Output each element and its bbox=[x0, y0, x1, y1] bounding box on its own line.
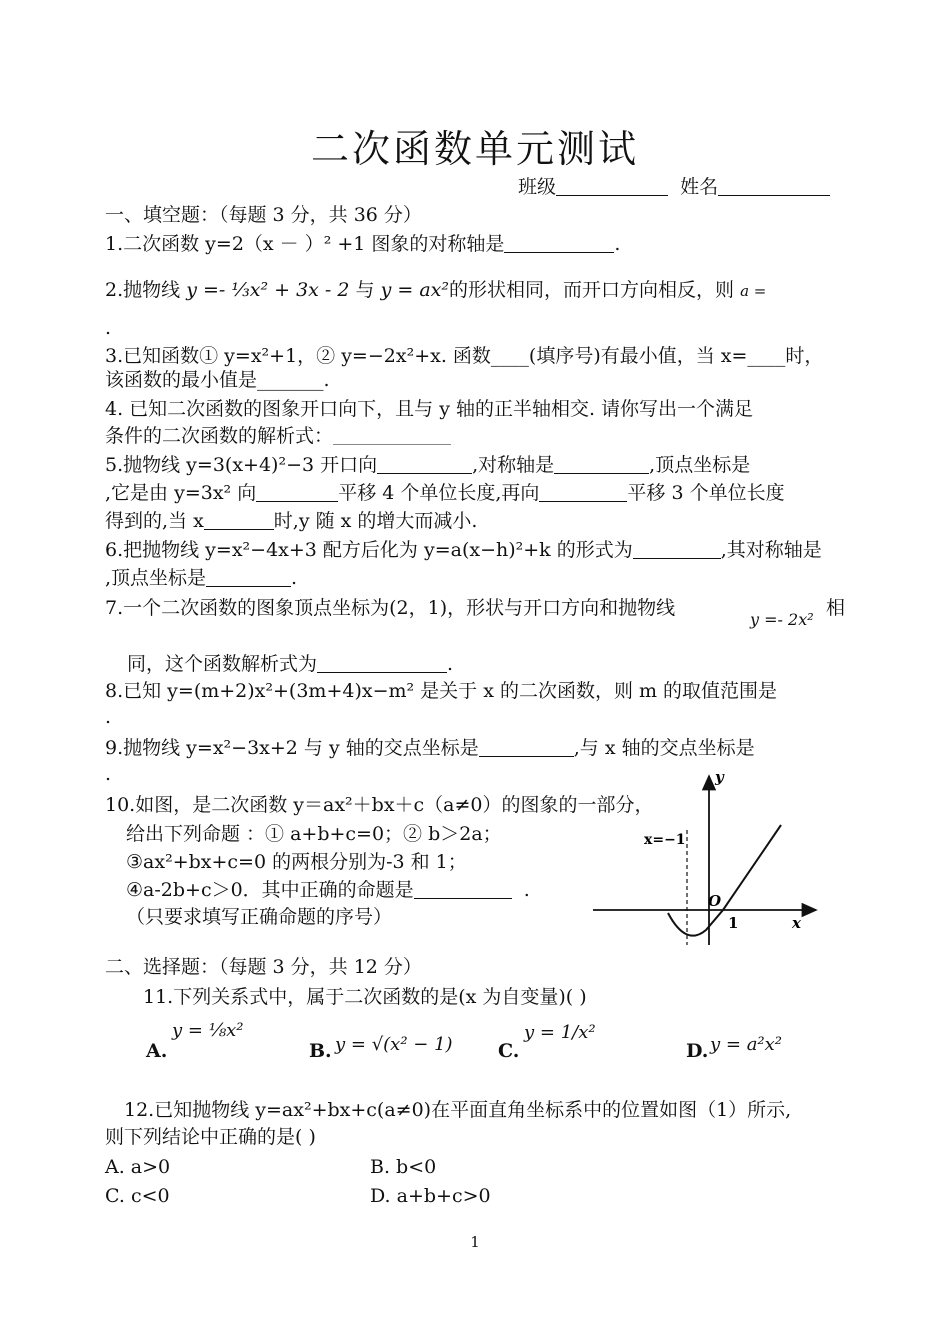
page-title: 二次函数单元测试 bbox=[310, 127, 639, 171]
q4-line2-text: 条件的二次函数的解析式： bbox=[105, 425, 334, 447]
q6-blank-vertex[interactable] bbox=[206, 568, 291, 587]
q7-blank[interactable] bbox=[317, 654, 447, 673]
q10-blank[interactable] bbox=[414, 880, 512, 899]
q11-option-a-letter: A. bbox=[146, 1040, 168, 1062]
q6-line2 bbox=[105, 566, 297, 590]
q7-line2a: 同，这个函数解析式为 bbox=[127, 653, 318, 675]
q5-blank-x[interactable] bbox=[204, 511, 274, 530]
q6-line2b: . bbox=[291, 567, 298, 589]
q11-option-d-letter: D. bbox=[686, 1040, 709, 1062]
q2-variable: a = bbox=[740, 282, 767, 300]
q2-mid: 与 bbox=[355, 279, 375, 301]
q6-line1a: 6.把抛物线 y=x²−4x+3 配方后化为 y=a(x−h)²+k 的形式为 bbox=[105, 539, 633, 561]
q11-option-a-expr: y = ⅛x² bbox=[172, 1020, 244, 1041]
q2-expression-2: y = ax² bbox=[380, 279, 449, 301]
y-axis-label: y bbox=[715, 770, 724, 786]
q7-line2b: . bbox=[447, 653, 454, 675]
q1-end: . bbox=[614, 233, 621, 255]
q11-stem: 11.下列关系式中，属于二次函数的是(x 为自变量)( ) bbox=[143, 986, 587, 1008]
q4-line1: 4. 已知二次函数的图象开口向下，且与 y 轴的正半轴相交. 请你写出一个满足 bbox=[105, 398, 754, 420]
q5-line1c: ,顶点坐标是 bbox=[649, 454, 751, 476]
q12-line1: 12.已知抛物线 y=ax²+bx+c(a≠0)在平面直角坐标系中的位置如图（1）所示, bbox=[124, 1099, 792, 1121]
q12-line2: 则下列结论中正确的是( ) bbox=[105, 1126, 316, 1148]
class-blank[interactable] bbox=[556, 177, 668, 196]
q5-line2a: ,它是由 y=3x² 向 bbox=[105, 482, 257, 504]
q5-line3 bbox=[105, 509, 477, 533]
q1-blank[interactable] bbox=[504, 234, 614, 253]
q10-line1: 10.如图，是二次函数 y＝ax²＋bx＋c（a≠0）的图象的一部分， bbox=[105, 794, 654, 816]
q2-expression: y =- ⅓x² + 3x - 2 bbox=[186, 279, 350, 301]
class-label: 班级 bbox=[518, 176, 557, 198]
q2-dot: . bbox=[105, 317, 112, 339]
q12-option-a[interactable]: A. a>0 bbox=[105, 1156, 171, 1178]
q5-line3b: 时,y 随 x 的增大而减小. bbox=[273, 510, 478, 532]
tick-label-one: 1 bbox=[728, 914, 739, 932]
q10-line3: ③ax²+bx+c=0 的两根分别为-3 和 1； bbox=[126, 851, 467, 873]
q5-line3a: 得到的,当 x bbox=[105, 510, 204, 532]
q3-line1: 3.已知函数① y=x²+1，② y=−2x²+x. 函数____(填序号)有最小值，当 x=____时， bbox=[105, 345, 824, 367]
q6-line1 bbox=[105, 538, 822, 562]
question-1 bbox=[105, 232, 620, 256]
q6-blank-form[interactable] bbox=[633, 540, 721, 559]
origin-label: O bbox=[708, 892, 722, 910]
q11-option-c[interactable] bbox=[498, 1040, 519, 1062]
q8-line1: 8.已知 y=(m+2)x²+(3m+4)x−m² 是关于 x 的二次函数，则 m 的取值范围是 bbox=[105, 680, 778, 702]
x-axis-label: x bbox=[792, 914, 801, 932]
q6-line2a: ,顶点坐标是 bbox=[105, 567, 207, 589]
q12-option-c[interactable]: C. c<0 bbox=[105, 1185, 170, 1207]
q7-expression: y =- 2x² bbox=[750, 610, 814, 629]
q9-blank-y[interactable] bbox=[479, 738, 574, 757]
q9-line2: . bbox=[105, 763, 112, 785]
name-label: 姓名 bbox=[680, 176, 719, 198]
q7-line2 bbox=[127, 652, 453, 676]
q11-option-d-expr: y = a²x² bbox=[710, 1034, 783, 1055]
q10-line5: （只要求填写正确命题的序号） bbox=[126, 906, 393, 928]
q11-option-c-expr: y = 1/x² bbox=[524, 1022, 596, 1043]
q11-option-b-letter: B. bbox=[309, 1040, 332, 1062]
q11-option-c-letter: C. bbox=[498, 1040, 520, 1062]
q1-text: 1.二次函数 y=2（x － ）² +1 图象的对称轴是 bbox=[105, 233, 505, 255]
q5-line2c: 平移 3 个单位长度 bbox=[627, 482, 785, 504]
q5-blank-shift2[interactable] bbox=[539, 483, 627, 502]
axis-of-symmetry-label: x=−1 bbox=[644, 832, 686, 848]
q5-line1b: ,对称轴是 bbox=[472, 454, 555, 476]
q12-option-d[interactable]: D. a+b+c>0 bbox=[370, 1185, 491, 1207]
q10-line4a: ④a-2b+c＞0．其中正确的命题是 bbox=[126, 879, 414, 901]
q11-option-b[interactable] bbox=[309, 1040, 332, 1062]
q3-line2: 该函数的最小值是_______. bbox=[105, 369, 330, 391]
q4-blank[interactable] bbox=[333, 426, 451, 445]
q12-option-b[interactable]: B. b<0 bbox=[370, 1156, 437, 1178]
q11-option-a[interactable] bbox=[146, 1040, 167, 1062]
q8-line2: . bbox=[105, 706, 112, 728]
q5-line1 bbox=[105, 453, 750, 477]
q5-line2b: 平移 4 个单位长度,再向 bbox=[338, 482, 540, 504]
q2-prefix: 2.抛物线 bbox=[105, 279, 181, 301]
q10-line2: 给出下列命题 ：① a+b+c=0；② b＞2a； bbox=[126, 823, 502, 845]
q5-line2 bbox=[105, 481, 785, 505]
question-2 bbox=[105, 278, 766, 303]
q11-option-b-expr: y = √(x² − 1) bbox=[335, 1034, 453, 1055]
q10-line4 bbox=[126, 878, 530, 902]
q6-line1b: ,其对称轴是 bbox=[720, 539, 822, 561]
q5-line1a: 5.抛物线 y=3(x+4)²−3 开口向 bbox=[105, 454, 378, 476]
q4-line2 bbox=[105, 424, 451, 448]
q7-tail: 相 bbox=[826, 597, 846, 619]
q11-option-d[interactable] bbox=[686, 1040, 708, 1062]
q5-blank-shift1[interactable] bbox=[256, 483, 338, 502]
parabola-graph bbox=[588, 770, 828, 950]
q9-line1 bbox=[105, 736, 755, 760]
name-blank[interactable] bbox=[718, 177, 830, 196]
page-number: 1 bbox=[470, 1233, 480, 1251]
q5-blank-axis[interactable] bbox=[554, 455, 649, 474]
q9-line1a: 9.抛物线 y=x²−3x+2 与 y 轴的交点坐标是 bbox=[105, 737, 479, 759]
q5-blank-direction[interactable] bbox=[377, 455, 472, 474]
section2-heading: 二、选择题：（每题 3 分，共 12 分） bbox=[105, 956, 422, 978]
q7-line1: 7.一个二次函数的图象顶点坐标为(2，1)，形状与开口方向和抛物线 bbox=[105, 597, 676, 619]
q10-line4b: . bbox=[523, 879, 530, 901]
q2-suffix: 的形状相同，而开口方向相反，则 bbox=[449, 279, 735, 301]
student-info bbox=[518, 175, 830, 199]
section1-heading: 一、填空题：（每题 3 分，共 36 分） bbox=[105, 204, 422, 226]
q9-line1b: ,与 x 轴的交点坐标是 bbox=[573, 737, 755, 759]
